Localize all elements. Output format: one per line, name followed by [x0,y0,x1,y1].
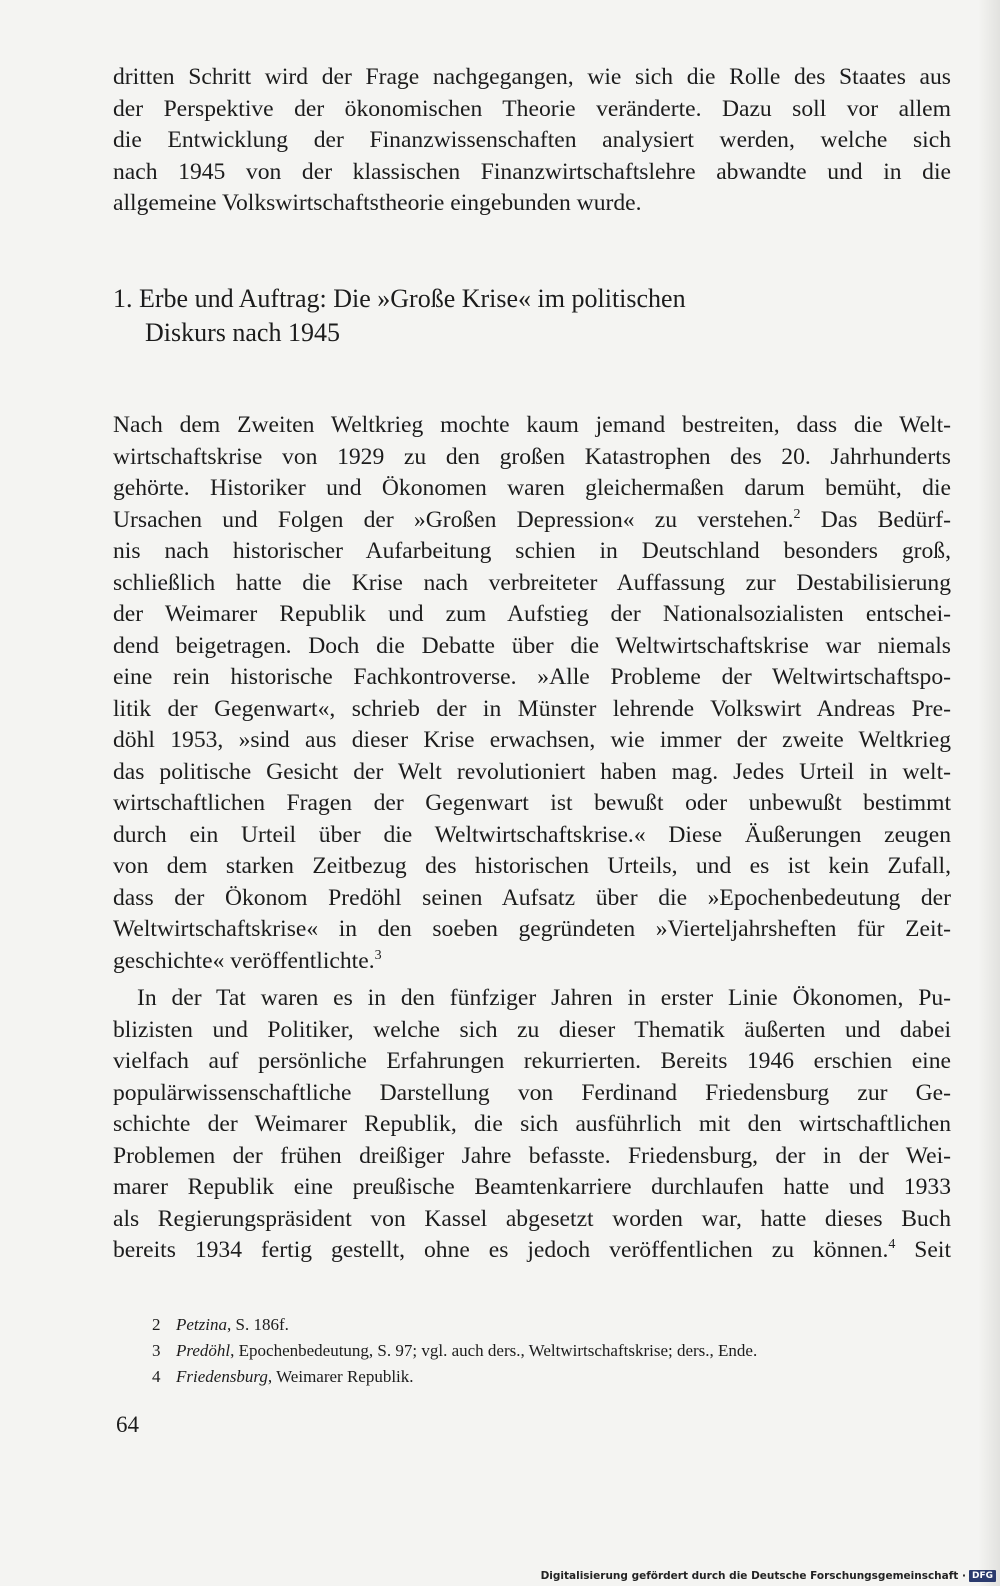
footnote-text: , S. 186f. [227,1315,289,1334]
digitization-credit [541,1570,996,1582]
text-line [113,505,951,537]
footnote-author: Friedensburg [176,1367,268,1386]
footnote [152,1338,952,1364]
text-line: gehörte. Historiker und Ökonomen waren gleichermaßen darum bemüht, die [113,475,951,501]
text-line: litik der Gegenwart«, schrieb der in Münster lehrende Volkswirt Andreas Pre- [113,695,951,722]
text-line: das politische Gesicht der Welt revolutioniert haben mag. Jedes Urteil in welt- [113,758,951,785]
footnote [152,1364,952,1390]
text-line-content: Ursachen und Folgen der »Großen Depression« zu verstehen. [113,506,794,533]
footnote-number: 3 [152,1341,161,1360]
text-line: allgemeine Volkswirtschaftstheorie eingebunden wurde. [113,190,642,216]
text-line: nach 1945 von der klassischen Finanzwirtschaftslehre abwandte und in die [113,158,951,185]
text-line: der Perspektive der ökonomischen Theorie veränderte. Dazu soll vor allem [113,95,951,122]
text-line: der Weimarer Republik und zum Aufstieg der Nationalsozialisten entschei- [113,601,951,627]
section-heading-line1: 1. Erbe und Auftrag: Die »Große Krise« im politischen [113,284,686,313]
text-line: Problemen der frühen dreißiger Jahre befasste. Friedensburg, der in der Wei- [113,1142,951,1169]
text-line-tail: Seit [895,1237,951,1263]
section-heading [113,282,686,350]
text-line: schließlich hatte die Krise nach verbreiteter Auffassung zur Destabilisierung [113,569,951,596]
text-line: wirtschaftlichen Fragen der Gegenwart ist bewußt oder unbewußt bestimmt [113,790,951,816]
text-line: populärwissenschaftliche Darstellung von Ferdinand Friedensburg zur Ge- [113,1079,951,1106]
text-line: marer Republik eine preußische Beamtenkarriere durchlaufen hatte und 1933 [113,1174,951,1200]
footnote-text: , Weimarer Republik. [267,1367,414,1386]
text-line: schichte der Weimarer Republik, die sich ausführlich mit den wirtschaftlichen [113,1111,951,1137]
text-line: von dem starken Zeitbezug des historischen Urteils, und es ist kein Zufall, [113,853,951,879]
text-line: wirtschaftskrise von 1929 zu den großen Katastrophen des 20. Jahrhunderts [113,443,951,470]
text-line-content: geschichte« veröffentlichte. [113,947,375,974]
footnotes [152,1312,952,1390]
footnote-number: 2 [152,1315,161,1334]
text-line: die Entwicklung der Finanzwissenschaften analysiert werden, welche sich [113,127,951,153]
body-paragraph-2 [113,983,951,1267]
text-line: nis nach historischer Aufarbeitung schien in Deutschland besonders groß, [113,538,951,564]
page-number: 64 [116,1412,139,1437]
text-line: Nach dem Zweiten Weltkrieg mochte kaum jemand bestreiten, dass die Welt- [113,412,951,438]
body-paragraph-1 [113,410,951,977]
text-line: durch ein Urteil über die Weltwirtschaftskrise.« Diese Äußerungen zeugen [113,821,951,848]
text-line: döhl 1953, »sind aus dieser Krise erwachsen, wie immer der zweite Weltkrieg [113,727,951,753]
text-line: blizisten und Politiker, welche sich zu dieser Thematik äußerten und dabei [113,1016,951,1043]
dfg-logo-icon: DFG [969,1570,996,1582]
section-heading-line2: Diskurs nach 1945 [145,318,340,347]
footnote-marker: 3 [374,947,382,963]
text-line [113,1235,951,1267]
text-line-content: bereits 1934 fertig gestellt, ohne es jedoch veröffentlichen zu können. [113,1237,889,1263]
page-edge-shadow [978,0,1000,1586]
text-line: als Regierungspräsident von Kassel abgesetzt worden war, hatte dieses Buch [113,1205,951,1232]
footnote [152,1312,952,1338]
intro-paragraph [113,62,951,220]
text-line: vielfach auf persönliche Erfahrungen rekurrierten. Bereits 1946 erschien eine [113,1048,951,1074]
text-line: dritten Schritt wird der Frage nachgegangen, wie sich die Rolle des Staates aus [113,64,951,90]
footnote-number: 4 [152,1367,161,1386]
footnote-marker: 2 [793,506,801,522]
footnote-text: , Epochenbedeutung, S. 97; vgl. auch ders., Weltwirtschaftskrise; ders., Ende. [230,1341,758,1360]
footnote-marker: 4 [888,1237,896,1252]
text-line: Weltwirtschaftskrise« in den soeben gegründeten »Vierteljahrsheften für Zeit- [113,916,951,942]
text-line: In der Tat waren es in den fünfziger Jahren in erster Linie Ökonomen, Pu- [137,985,951,1011]
text-line [113,946,951,978]
text-line: eine rein historische Fachkontroverse. »Alle Probleme der Weltwirtschaftspo- [113,664,951,690]
footnote-author: Petzina [176,1315,227,1334]
footnote-author: Predöhl [176,1341,231,1360]
credit-text: Digitalisierung gefördert durch die Deutsche Forschungsgemeinschaft · [540,1570,966,1582]
text-line: dend beigetragen. Doch die Debatte über die Weltwirtschaftskrise war niemals [113,632,951,659]
text-line: dass der Ökonom Predöhl seinen Aufsatz über die »Epochenbedeutung der [113,884,951,911]
text-line-tail: Das Bedürf- [800,506,951,533]
